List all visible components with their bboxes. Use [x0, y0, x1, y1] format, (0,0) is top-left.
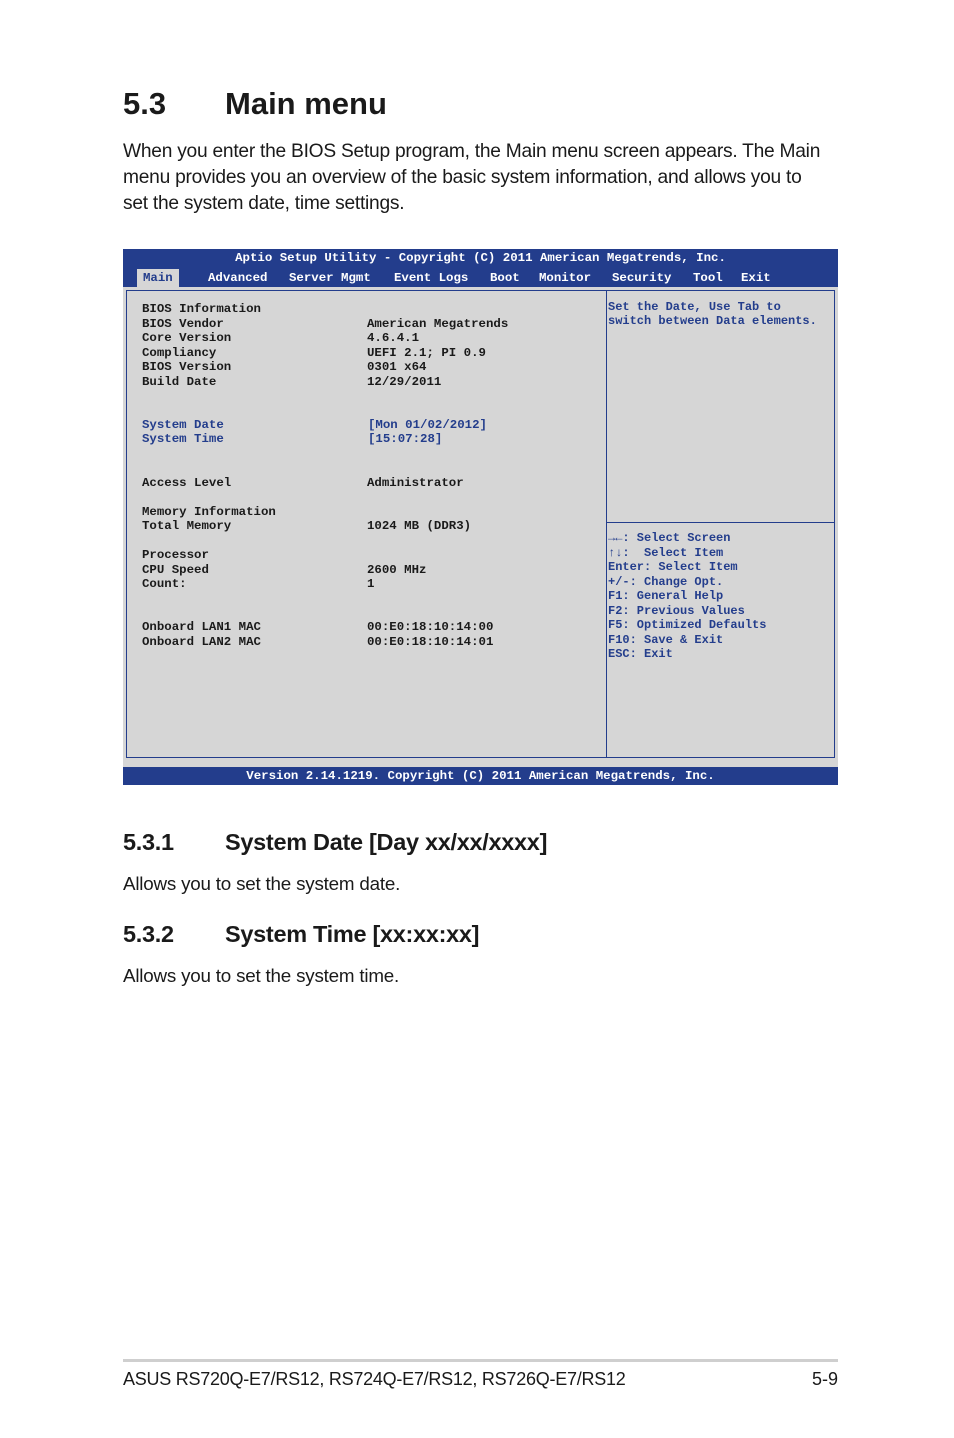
help-key-line: ↑↓: Select Item	[608, 545, 724, 560]
page-number: 5-9	[811, 1369, 838, 1389]
section-title: Main menu	[225, 86, 387, 121]
system-date-value[interactable]: [Mon 01/02/2012]	[368, 417, 487, 432]
subsection-title: System Time [xx:xx:xx]	[225, 921, 480, 947]
help-key-line: F2: Previous Values	[608, 603, 745, 618]
bios-value: 12/29/2011	[367, 374, 442, 389]
bios-item-system-date[interactable]: System Date	[142, 417, 224, 432]
bios-tab-advanced[interactable]: Advanced	[208, 271, 268, 285]
bios-value: 2600 MHz	[367, 562, 427, 577]
bios-label: BIOS Version	[142, 360, 232, 374]
footer-model-text: ASUS RS720Q-E7/RS12, RS724Q-E7/RS12, RS726Q-E7/RS12	[123, 1369, 626, 1389]
bios-label: Build Date	[142, 374, 217, 389]
bios-label: Onboard LAN2 MAC	[142, 634, 261, 649]
bios-tab-boot[interactable]: Boot	[490, 271, 520, 285]
bios-label: Core Version	[142, 331, 232, 345]
help-text-line: switch between Data elements.	[608, 314, 817, 328]
bios-value: 0301 x64	[367, 360, 427, 374]
bios-header-bar	[123, 249, 838, 287]
bios-screenshot	[123, 249, 838, 785]
bios-tab-security[interactable]: Security	[612, 271, 672, 285]
section-number: 5.3	[123, 86, 167, 121]
bios-value: 00:E0:18:10:14:01	[367, 634, 494, 649]
bios-tab-monitor[interactable]: Monitor	[539, 271, 592, 285]
help-text-line: Set the Date, Use Tab to	[608, 299, 781, 314]
bios-title: Aptio Setup Utility - Copyright (C) 2011 American Megatrends, Inc.	[235, 251, 726, 265]
bios-value: UEFI 2.1; PI 0.9	[367, 345, 486, 360]
bios-tab-server-mgmt[interactable]: Server Mgmt	[289, 271, 371, 285]
intro-line: When you enter the BIOS Setup program, the Main menu screen appears. The Main	[123, 141, 821, 162]
bios-horizontal-divider	[607, 522, 834, 523]
bios-value: Administrator	[367, 475, 464, 490]
bios-label: Access Level	[142, 475, 232, 490]
subsection-heading-date	[123, 829, 547, 856]
subsection-title: System Date [Day xx/xx/xxxx]	[225, 829, 548, 855]
help-key-line: Enter: Select Item	[608, 560, 738, 574]
bios-footer-bar: Version 2.14.1219. Copyright (C) 2011 American Megatrends, Inc.	[123, 767, 838, 785]
bios-value: 1024 MB (DDR3)	[367, 519, 472, 533]
bios-label: BIOS Information	[142, 302, 261, 316]
bios-tab-event-logs[interactable]: Event Logs	[394, 271, 469, 285]
help-key-line: F5: Optimized Defaults	[608, 618, 767, 632]
help-key-line: +/-: Change Opt.	[608, 574, 724, 589]
bios-label: Count:	[142, 577, 187, 591]
subsection-text-time: Allows you to set the system time.	[123, 965, 400, 986]
help-key-line: →←: Select Screen	[608, 531, 731, 545]
bios-label: Compliancy	[142, 345, 217, 360]
bios-label: BIOS Vendor	[142, 316, 224, 331]
bios-tab-tool[interactable]: Tool	[693, 271, 723, 285]
bios-content-frame	[126, 290, 835, 758]
bios-item-system-time[interactable]: System Time	[142, 432, 224, 446]
footer-rule	[123, 1359, 838, 1362]
bios-vertical-divider	[606, 291, 607, 757]
bios-tab-exit[interactable]: Exit	[741, 271, 771, 285]
bios-value: 00:E0:18:10:14:00	[367, 620, 494, 634]
subsection-number: 5.3.1	[123, 829, 174, 855]
bios-label: Processor	[142, 548, 209, 562]
bios-value: 4.6.4.1	[367, 331, 420, 345]
system-time-value[interactable]: [15:07:28]	[368, 432, 443, 446]
section-heading	[123, 86, 387, 122]
intro-paragraph	[123, 139, 843, 217]
bios-tab-main[interactable]: Main	[137, 269, 179, 287]
intro-line: set the system date, time settings.	[123, 193, 405, 214]
bios-label: CPU Speed	[142, 562, 209, 577]
subsection-number: 5.3.2	[123, 921, 174, 947]
help-key-line: F10: Save & Exit	[608, 632, 724, 647]
bios-value: American Megatrends	[367, 316, 509, 331]
subsection-text-date: Allows you to set the system date.	[123, 873, 401, 894]
bios-value: 1	[367, 577, 375, 591]
help-key-line: F1: General Help	[608, 589, 724, 603]
bios-label: Total Memory	[142, 519, 232, 533]
help-key-line: ESC: Exit	[608, 647, 673, 661]
bios-label: Memory Information	[142, 504, 276, 519]
subsection-heading-time	[123, 921, 479, 948]
bios-label: Onboard LAN1 MAC	[142, 620, 261, 634]
intro-line: menu provides you an overview of the basic system information, and allows you to	[123, 167, 802, 188]
